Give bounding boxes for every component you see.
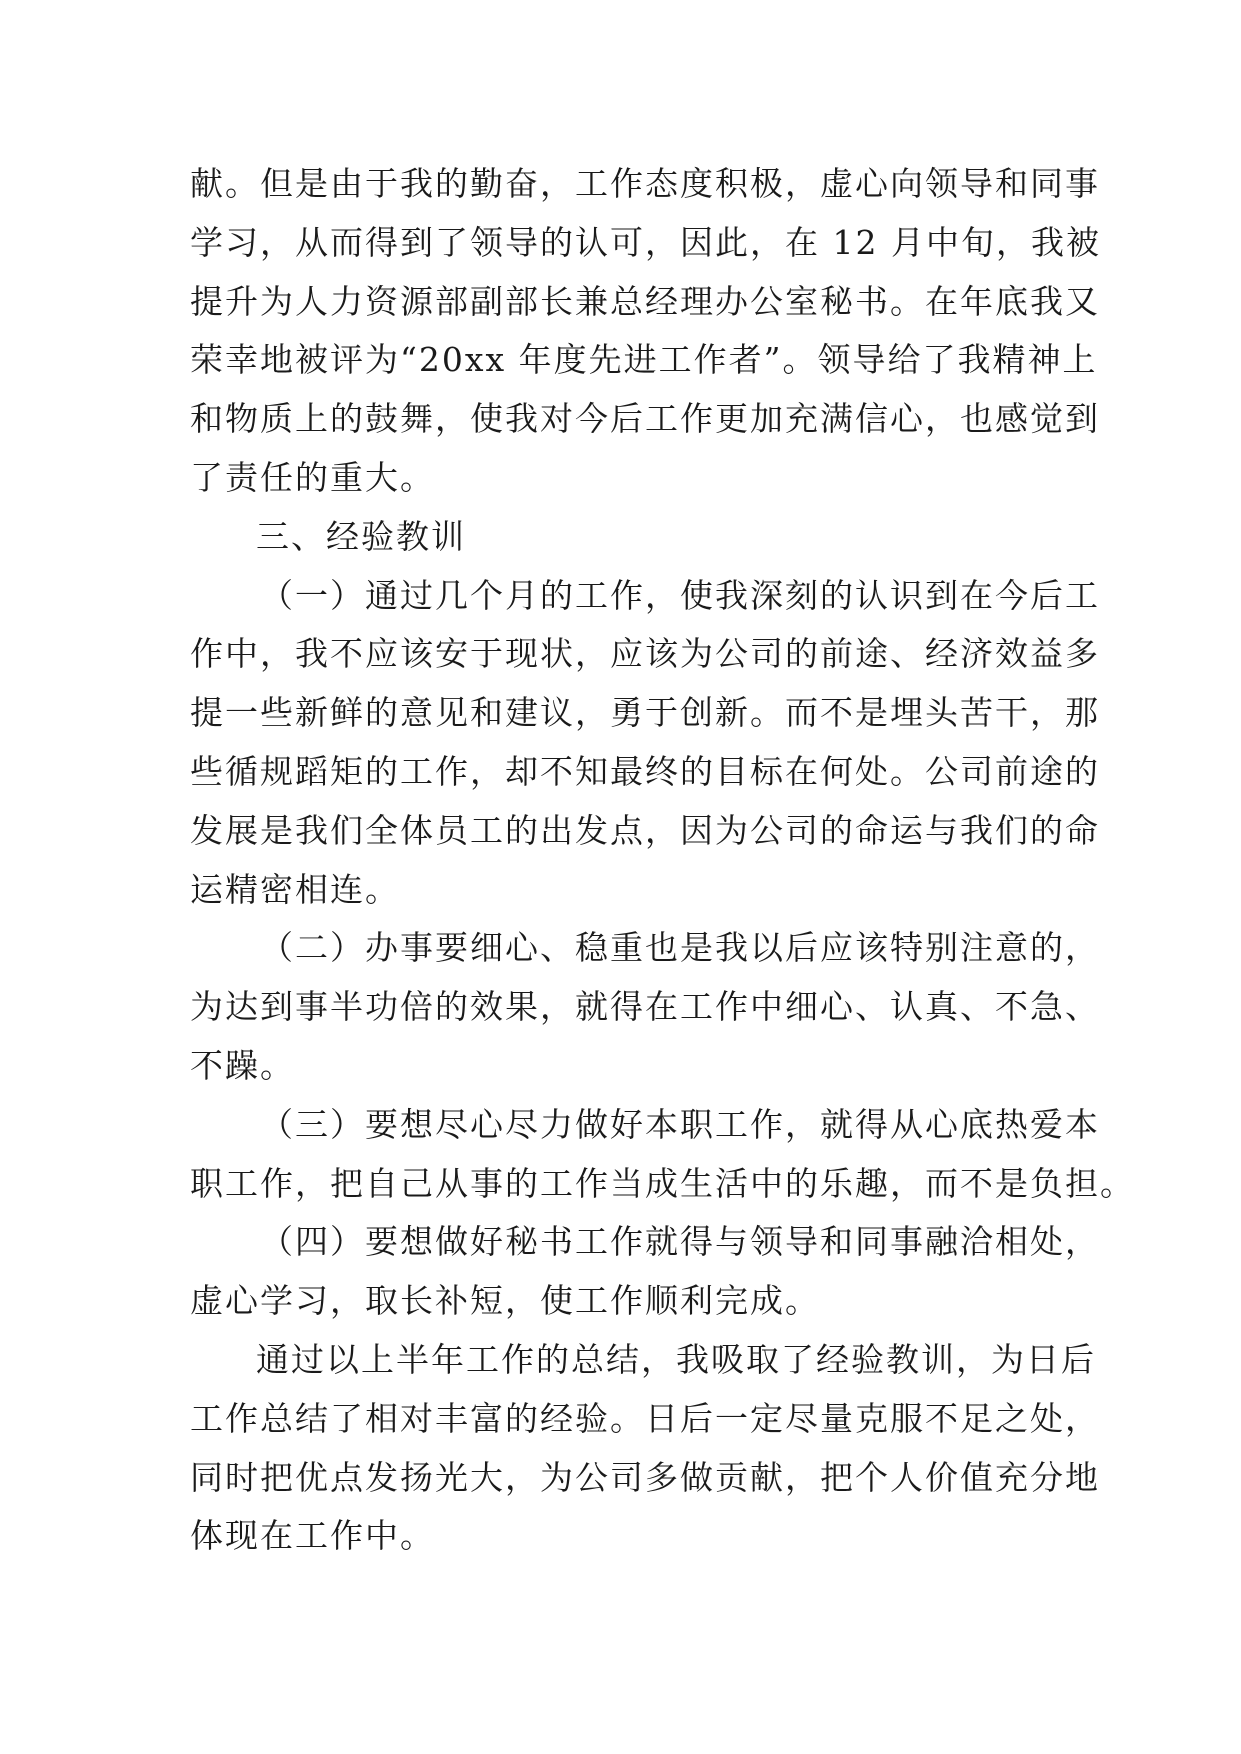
item-2 — [190, 919, 1100, 1095]
text-line: 提升为人力资源部副部长兼总经理办公室秘书。在年底我又 — [190, 281, 1100, 321]
document-body — [190, 155, 1135, 1566]
item-3 — [190, 1096, 1135, 1214]
text-line: 工作总结了相对丰富的经验。日后一定尽量克服不足之处， — [190, 1398, 1100, 1438]
text-line: 些循规蹈矩的工作，却不知最终的目标在何处。公司前途的 — [190, 751, 1100, 791]
text-line: （二）办事要细心、稳重也是我以后应该特别注意的， — [260, 928, 1100, 968]
text-line: （四）要想做好秘书工作就得与领导和同事融洽相处， — [260, 1222, 1100, 1262]
section-heading: 三、经验教训 — [256, 516, 466, 556]
text-line: 提一些新鲜的意见和建议，勇于创新。而不是埋头苦干，那 — [190, 693, 1100, 733]
text-line: 同时把优点发扬光大，为公司多做贡献，把个人价值充分地 — [190, 1457, 1100, 1497]
text-line: 发展是我们全体员工的出发点，因为公司的命运与我们的命 — [190, 810, 1100, 850]
text-line: 通过以上半年工作的总结，我吸取了经验教训，为日后 — [256, 1339, 1096, 1379]
text-line: 不躁。 — [190, 1045, 295, 1085]
text-line: 为达到事半功倍的效果，就得在工作中细心、认真、不急、 — [190, 987, 1100, 1027]
conclusion-paragraph — [190, 1331, 1100, 1566]
text-line: 虚心学习，取长补短，使工作顺利完成。 — [190, 1281, 820, 1321]
text-line: 学习，从而得到了领导的认可，因此，在 12 月中旬，我被 — [190, 222, 1101, 262]
text-line: （一）通过几个月的工作，使我深刻的认识到在今后工 — [260, 575, 1100, 615]
text-line: （三）要想尽心尽力做好本职工作，就得从心底热爱本 — [260, 1104, 1100, 1144]
text-line: 献。但是由于我的勤奋，工作态度积极，虚心向领导和同事 — [190, 164, 1100, 203]
text-line: 和物质上的鼓舞，使我对今后工作更加充满信心，也感觉到 — [190, 399, 1100, 439]
item-1 — [190, 567, 1100, 920]
text-line: 体现在工作中。 — [190, 1516, 435, 1556]
item-4 — [190, 1213, 1100, 1331]
text-line: 运精密相连。 — [190, 869, 400, 909]
text-line: 了责任的重大。 — [190, 457, 435, 497]
text-line: 职工作，把自己从事的工作当成生活中的乐趣，而不是负担。 — [190, 1163, 1135, 1203]
text-line: 荣幸地被评为“20xx 年度先进工作者”。领导给了我精神上 — [190, 340, 1098, 380]
paragraph-1 — [190, 155, 1101, 508]
text-line: 作中，我不应该安于现状，应该为公司的前途、经济效益多 — [190, 634, 1100, 674]
